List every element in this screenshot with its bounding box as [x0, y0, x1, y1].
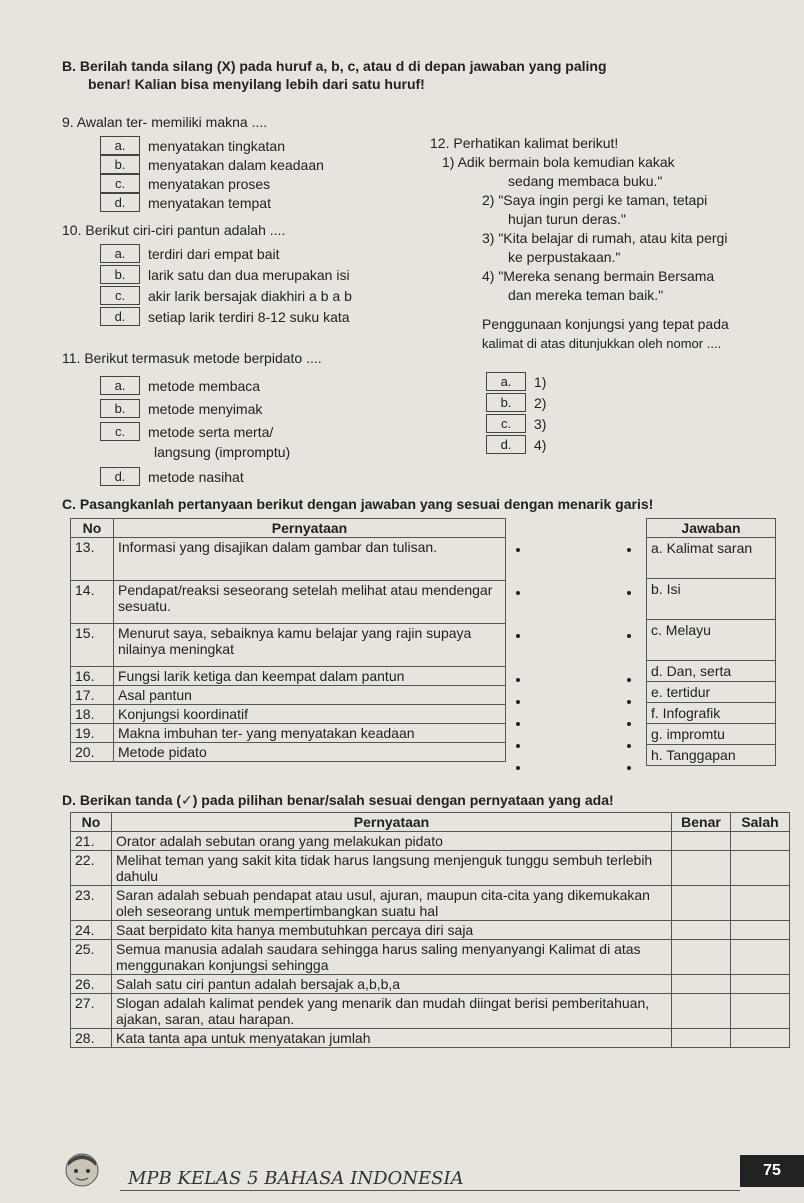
true-cell[interactable]: [672, 832, 731, 851]
row-statement: Semua manusia adalah saudara sehingga harus saling menyanyangi Kalimat di atas menggunakan konjungsi sehingga: [112, 940, 672, 975]
q10-text: 10. Berikut ciri-ciri pantun adalah ....: [62, 222, 286, 238]
q10-option-letter: d.: [100, 307, 140, 326]
q12-option-letter: c.: [486, 414, 526, 433]
row-statement: Menurut saya, sebaiknya kamu belajar yang rajin supaya nilainya meningkat: [114, 624, 506, 667]
table-row: [71, 538, 506, 581]
section-d-heading: D. Berikan tanda (✓) pada pilihan benar/salah sesuai dengan pernyataan yang ada!: [62, 792, 614, 808]
q11-option-letter: b.: [100, 399, 140, 418]
row-no: 18.: [71, 705, 114, 724]
row-no: 17.: [71, 686, 114, 705]
q12-text: 12. Perhatikan kalimat berikut!: [430, 135, 619, 151]
true-false-table: [70, 812, 790, 1048]
row-statement: Informasi yang disajikan dalam gambar dan tulisan.: [114, 538, 506, 581]
row-no: 28.: [71, 1029, 112, 1048]
row-statement: Saran adalah sebuah pendapat atau usul, ajuran, maupun cita-cita yang dikemukakan oleh seseorang untuk mempertimbangkan suatu hal: [112, 886, 672, 921]
page-number: 75: [740, 1155, 804, 1187]
row-statement: Konjungsi koordinatif: [114, 705, 506, 724]
row-no: 13.: [71, 538, 114, 581]
row-statement: Makna imbuhan ter- yang menyatakan keadaan: [114, 724, 506, 743]
q9-option-letter: c.: [100, 174, 140, 193]
row-statement: Melihat teman yang sakit kita tidak harus langsung menjenguk tunggu sembuh terlebih dahulu: [112, 851, 672, 886]
answer-item: b. Isi: [647, 579, 776, 620]
left-dot[interactable]: [516, 722, 520, 726]
table-row: [71, 743, 506, 762]
col-answer: Jawaban: [647, 519, 776, 538]
q12-sentence-1: 1) Adik bermain bola kemudian kakak: [442, 154, 675, 170]
q12-block: [430, 134, 790, 353]
mascot-icon: [60, 1150, 104, 1194]
q10-option-letter: a.: [100, 244, 140, 263]
col-true: Benar: [672, 813, 731, 832]
row-statement: Fungsi larik ketiga dan keempat dalam pantun: [114, 667, 506, 686]
false-cell[interactable]: [731, 940, 790, 975]
q10-option-letter: b.: [100, 265, 140, 284]
table-row: [71, 624, 506, 667]
matching-table-header: [71, 519, 506, 538]
q9-text: 9. Awalan ter- memiliki makna ....: [62, 114, 268, 130]
q10-option-b[interactable]: [100, 265, 350, 284]
q12-option-text: 2): [534, 394, 547, 411]
q10-option-letter: c.: [100, 286, 140, 305]
right-dot[interactable]: [627, 634, 631, 638]
row-no: 26.: [71, 975, 112, 994]
row-statement: Metode pidato: [114, 743, 506, 762]
row-statement: Salah satu ciri pantun adalah bersajak a,b,b,a: [112, 975, 672, 994]
row-statement: Pendapat/reaksi seseorang setelah melihat atau mendengar sesuatu.: [114, 581, 506, 624]
left-dot[interactable]: [516, 678, 520, 682]
q10-option-d[interactable]: [100, 307, 350, 326]
true-cell[interactable]: [672, 1029, 731, 1048]
q10-option-text: terdiri dari empat bait: [148, 245, 280, 262]
table-row: [71, 581, 506, 624]
q11-option-letter: a.: [100, 376, 140, 395]
right-dot[interactable]: [627, 722, 631, 726]
col-statement: Pernyataan: [114, 519, 506, 538]
section-b-heading: [62, 58, 792, 92]
row-statement: Saat berpidato kita hanya membutuhkan percaya diri saja: [112, 921, 672, 940]
row-no: 24.: [71, 921, 112, 940]
right-dot[interactable]: [627, 700, 631, 704]
answer-table: [646, 518, 776, 766]
q9-option-text: menyatakan tempat: [148, 194, 271, 211]
q12-option-letter: a.: [486, 372, 526, 391]
q9-option-letter: a.: [100, 136, 140, 155]
q10-option-text: setiap larik terdiri 8-12 suku kata: [148, 308, 350, 325]
table-row: [71, 851, 790, 886]
col-no: No: [71, 813, 112, 832]
q12-sentence-1-cont: sedang membaca buku.": [508, 173, 663, 189]
right-dot[interactable]: [627, 766, 631, 770]
q12-option-c[interactable]: [486, 414, 546, 433]
q11-option-c[interactable]: [100, 422, 273, 441]
left-dot[interactable]: [516, 744, 520, 748]
answer-item: c. Melayu: [647, 620, 776, 661]
row-statement: Kata tanta apa untuk menyatakan jumlah: [112, 1029, 672, 1048]
answer-item: e. tertidur: [647, 682, 776, 703]
section-b-heading-line2: benar! Kalian bisa menyilang lebih dari satu huruf!: [88, 76, 425, 92]
q12-option-d[interactable]: [486, 435, 546, 454]
q11-option-a[interactable]: [100, 376, 260, 395]
false-cell[interactable]: [731, 1029, 790, 1048]
col-false: Salah: [731, 813, 790, 832]
q11-text: 11. Berikut termasuk metode berpidato ....: [62, 350, 322, 366]
q11-option-letter: c.: [100, 422, 140, 441]
row-no: 19.: [71, 724, 114, 743]
answer-item: h. Tanggapan: [647, 745, 776, 766]
left-dot[interactable]: [516, 766, 520, 770]
true-cell[interactable]: [672, 921, 731, 940]
col-no: No: [71, 519, 114, 538]
q12-sentence-3-cont: ke perpustakaan.": [508, 249, 621, 265]
q12-option-text: 4): [534, 436, 547, 453]
q12-sentence-4-cont: dan mereka teman baik.": [508, 287, 664, 303]
table-row: [71, 921, 790, 940]
table-row: [71, 832, 790, 851]
q12-option-b[interactable]: [486, 393, 546, 412]
left-dot[interactable]: [516, 634, 520, 638]
table-row: [71, 994, 790, 1029]
row-no: 14.: [71, 581, 114, 624]
q11-option-c-continued: langsung (impromptu): [154, 444, 291, 460]
q9-option-text: menyatakan dalam keadaan: [148, 156, 324, 173]
false-cell[interactable]: [731, 832, 790, 851]
false-cell[interactable]: [731, 975, 790, 994]
table-row: [71, 667, 506, 686]
answer-item: f. Infografik: [647, 703, 776, 724]
q11-option-d[interactable]: [100, 467, 244, 486]
row-statement: Asal pantun: [114, 686, 506, 705]
q10-option-text: akir larik bersajak diakhiri a b a b: [148, 287, 352, 304]
row-no: 22.: [71, 851, 112, 886]
q11-option-text: metode membaca: [148, 377, 261, 394]
q11-option-letter: d.: [100, 467, 140, 486]
false-cell[interactable]: [731, 921, 790, 940]
q12-prompt-1: Penggunaan konjungsi yang tepat pada: [482, 316, 729, 332]
q12-sentence-3: 3) "Kita belajar di rumah, atau kita pergi: [482, 230, 728, 246]
true-cell[interactable]: [672, 994, 731, 1029]
table-row: [71, 886, 790, 921]
answer-item: g. impromtu: [647, 724, 776, 745]
q9-option-letter: b.: [100, 155, 140, 174]
q11-option-text: metode serta merta/: [148, 423, 274, 440]
table-row: [71, 686, 506, 705]
q12-sentence-2: 2) "Saya ingin pergi ke taman, tetapi: [482, 192, 708, 208]
false-cell[interactable]: [731, 994, 790, 1029]
q10-option-a[interactable]: [100, 244, 280, 263]
row-no: 23.: [71, 886, 112, 921]
row-no: 16.: [71, 667, 114, 686]
section-b-heading-line1: B. Berilah tanda silang (X) pada huruf a, b, c, atau d di depan jawaban yang paling: [62, 58, 607, 74]
q12-sentence-4: 4) "Mereka senang bermain Bersama: [482, 268, 715, 284]
q11-option-text: metode menyimak: [148, 400, 263, 417]
table-row: [71, 940, 790, 975]
footer-title: MPB KELAS 5 BAHASA INDONESIA: [128, 1168, 464, 1189]
q12-option-text: 3): [534, 415, 547, 432]
q12-prompt-2: kalimat di atas ditunjukkan oleh nomor ....: [482, 336, 722, 351]
q9-option-letter: d.: [100, 193, 140, 212]
row-statement: Slogan adalah kalimat pendek yang menarik dan mudah diingat berisi pemberitahuan, ajakan, saran, atau harapan.: [112, 994, 672, 1029]
right-dot[interactable]: [627, 591, 631, 595]
row-no: 15.: [71, 624, 114, 667]
q12-option-letter: b.: [486, 393, 526, 412]
q12-option-a[interactable]: [486, 372, 546, 391]
false-cell[interactable]: [731, 886, 790, 921]
footer-divider: [120, 1190, 740, 1191]
table-row: [71, 1029, 790, 1048]
table-row: [71, 724, 506, 743]
answer-item: d. Dan, serta: [647, 661, 776, 682]
table-row: [71, 975, 790, 994]
col-statement: Pernyataan: [112, 813, 672, 832]
q9-option-c[interactable]: [100, 174, 270, 193]
q9-option-text: menyatakan tingkatan: [148, 137, 285, 154]
answer-item: a. Kalimat saran: [647, 538, 776, 579]
row-statement: Orator adalah sebutan orang yang melakukan pidato: [112, 832, 672, 851]
q11-option-b[interactable]: [100, 399, 262, 418]
right-dot[interactable]: [627, 744, 631, 748]
right-dot[interactable]: [627, 548, 631, 552]
row-no: 21.: [71, 832, 112, 851]
q12-option-text: 1): [534, 373, 547, 390]
q9-option-text: menyatakan proses: [148, 175, 271, 192]
right-dot[interactable]: [627, 678, 631, 682]
left-dot[interactable]: [516, 700, 520, 704]
q12-sentence-2-cont: hujan turun deras.": [508, 211, 626, 227]
q9-option-b[interactable]: [100, 155, 324, 174]
true-cell[interactable]: [672, 940, 731, 975]
row-no: 25.: [71, 940, 112, 975]
true-cell[interactable]: [672, 851, 731, 886]
false-cell[interactable]: [731, 851, 790, 886]
q9-option-a[interactable]: [100, 136, 285, 155]
q12-option-letter: d.: [486, 435, 526, 454]
left-dot[interactable]: [516, 591, 520, 595]
table-row: [71, 705, 506, 724]
q10-option-c[interactable]: [100, 286, 352, 305]
true-cell[interactable]: [672, 886, 731, 921]
section-c-heading: C. Pasangkanlah pertanyaan berikut dengan jawaban yang sesuai dengan menarik garis!: [62, 496, 654, 512]
row-no: 27.: [71, 994, 112, 1029]
q11-option-text: metode nasihat: [148, 468, 244, 485]
matching-table: [70, 518, 506, 762]
true-cell[interactable]: [672, 975, 731, 994]
q10-option-text: larik satu dan dua merupakan isi: [148, 266, 350, 283]
q9-option-d[interactable]: [100, 193, 271, 212]
left-dot[interactable]: [516, 548, 520, 552]
row-no: 20.: [71, 743, 114, 762]
